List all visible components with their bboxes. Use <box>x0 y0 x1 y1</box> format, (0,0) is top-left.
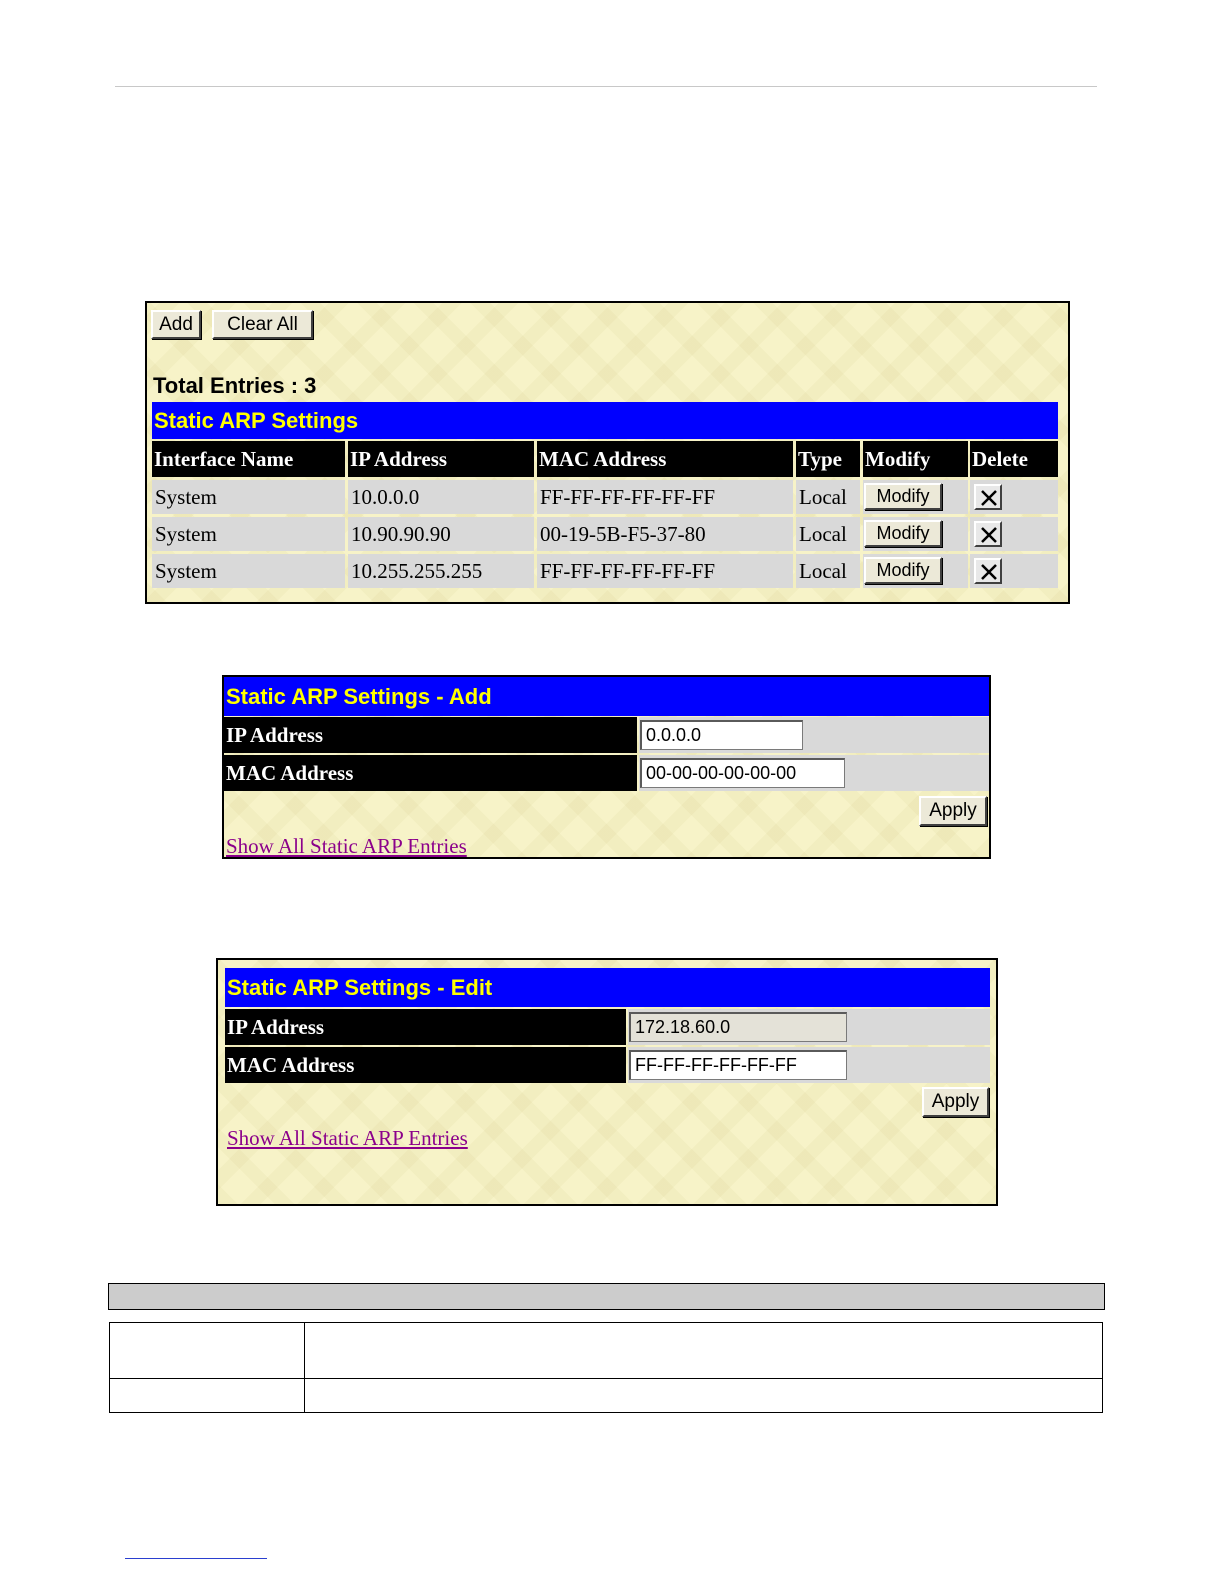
col-header-modify: Modify <box>863 441 968 477</box>
edit-title: Static ARP Settings - Edit <box>227 974 493 1000</box>
add-mac-input[interactable] <box>640 758 845 788</box>
description-cell-description <box>305 1323 1103 1379</box>
table-row-3-type: Local <box>796 554 860 588</box>
table-row-2-mac: 00-19-5B-F5-37-80 <box>537 517 793 551</box>
edit-ip-label: IP Address <box>225 1009 626 1045</box>
add-title-bar <box>224 677 989 716</box>
table-row-2-type: Local <box>796 517 860 551</box>
table-row-2-delete-cell <box>970 517 1058 551</box>
description-cell-description <box>305 1379 1103 1413</box>
add-mac-cell <box>639 755 989 791</box>
modify-button-row-2[interactable]: Modify <box>864 520 942 547</box>
table-row-1-modify-cell <box>863 480 968 514</box>
static-arp-title-bar <box>152 402 1058 439</box>
modify-button-row-3[interactable]: Modify <box>864 557 942 584</box>
delete-icon-row-3[interactable] <box>974 558 1002 584</box>
add-ip-label: IP Address <box>224 717 637 753</box>
table-row-2-ip: 10.90.90.90 <box>348 517 534 551</box>
add-ip-input[interactable] <box>640 720 803 750</box>
edit-apply-button[interactable]: Apply <box>922 1087 989 1117</box>
total-entries: Total Entries : 3 <box>153 373 317 398</box>
table-row-1-mac: FF-FF-FF-FF-FF-FF <box>537 480 793 514</box>
table-row-1-interface: System <box>152 480 345 514</box>
add-show-all-link[interactable]: Show All Static ARP Entries <box>226 834 467 858</box>
bottom-rule <box>125 1558 267 1559</box>
table-row-3-interface: System <box>152 554 345 588</box>
col-header-ip-address: IP Address <box>348 441 534 477</box>
description-header-bar <box>108 1283 1105 1310</box>
col-header-interface-name: Interface Name <box>152 441 345 477</box>
edit-mac-cell <box>628 1047 990 1083</box>
static-arp-title: Static ARP Settings <box>154 407 359 433</box>
edit-ip-cell <box>628 1009 990 1045</box>
delete-icon-row-2[interactable] <box>974 521 1002 547</box>
table-row <box>110 1379 1103 1413</box>
edit-show-all-link[interactable]: Show All Static ARP Entries <box>227 1126 468 1150</box>
table-row-2-interface: System <box>152 517 345 551</box>
static-arp-list-panel <box>145 301 1070 604</box>
description-cell-parameter <box>110 1323 305 1379</box>
description-table <box>109 1322 1103 1413</box>
static-arp-edit-panel <box>216 958 998 1206</box>
modify-button-row-1[interactable]: Modify <box>864 483 942 510</box>
col-header-type: Type <box>796 441 860 477</box>
col-header-delete: Delete <box>970 441 1058 477</box>
description-cell-parameter <box>110 1379 305 1413</box>
table-row-2-modify-cell <box>863 517 968 551</box>
add-apply-button[interactable]: Apply <box>919 796 987 826</box>
add-button[interactable]: Add <box>151 310 201 339</box>
edit-title-bar <box>225 968 990 1007</box>
delete-icon-row-1[interactable] <box>974 484 1002 510</box>
table-row-1-ip: 10.0.0.0 <box>348 480 534 514</box>
col-header-mac-address: MAC Address <box>537 441 793 477</box>
table-row-3-ip: 10.255.255.255 <box>348 554 534 588</box>
table-row-3-delete-cell <box>970 554 1058 588</box>
clear-all-button[interactable]: Clear All <box>212 310 313 339</box>
table-row-3-modify-cell <box>863 554 968 588</box>
top-rule <box>115 86 1097 87</box>
static-arp-add-panel <box>222 675 991 859</box>
edit-mac-input[interactable] <box>629 1050 847 1080</box>
table-row-1-type: Local <box>796 480 860 514</box>
table-row-3-mac: FF-FF-FF-FF-FF-FF <box>537 554 793 588</box>
table-row <box>110 1323 1103 1379</box>
add-ip-cell <box>639 717 989 753</box>
add-mac-label: MAC Address <box>224 755 637 791</box>
edit-ip-input <box>629 1012 847 1042</box>
add-title: Static ARP Settings - Add <box>226 683 492 709</box>
edit-mac-label: MAC Address <box>225 1047 626 1083</box>
table-row-1-delete-cell <box>970 480 1058 514</box>
